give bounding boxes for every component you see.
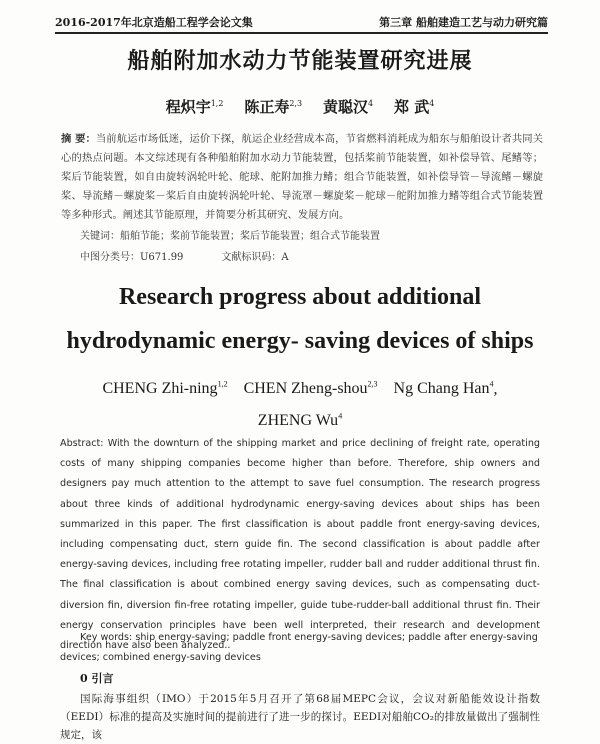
english-keywords <box>60 628 540 668</box>
english-authors: CHENG Zhi-ning$^{1,2}$ CHEN Zheng-shou$^{2,3}$ Ng Chang Han$^4$, ZHENG Wu$^4$ <box>102 380 498 429</box>
section-title: 引言 <box>91 672 114 685</box>
en-abstract-text: With the downturn of the shipping market and price declining of freight rate, operating costs of many shipping companies become higher than before. Therefore, ship owners and designers pay much attention to the attempt to save fuel consumption. The research progress about three kinds of additional hydrodynamic energy-saving devices about ships has been summarized in this paper. The first classification is about paddle front energy-saving devices, including compensating duct, stern guide fin. The second classification is about paddle after energy-saving devices, including free rotating impeller, rudder ball and rudder additional thrust fin. The final classification is about combined energy saving devices, such as compensating duct-diversion fin, diversion fin-free rotating impeller, guide tube-rudder-ball additional thrust fin. Their energy conservation principles have been well interpreted, their research and development direction have also been analyzed.. <box>60 438 540 652</box>
en-keywords-label: Key words: <box>80 632 133 643</box>
cn-abstract-text: 当前航运市场低迷，运价下探，航运企业经营成本高，节省燃料消耗成为船东与船舶设计者共同关心的热点问题。本文综述现有各种船舶附加水动力节能装置，包括桨前节能装置，如补偿导管、尾鳍等；桨后节能装置，如自由旋转涡轮叶轮、舵球、舵附加推力鳍；组合节能装置，如补偿导管－导流鳍－螺旋桨、导流鳍－螺旋桨－桨后自由旋转涡轮叶轮、导流罩－螺旋桨－舵球－舵附加推力鳍等组合式节能装置等多种形式。阐述其节能原理，并简要分析其研究、发展方向。 <box>61 133 543 221</box>
document-code: 文献标识码：A <box>221 252 289 263</box>
en-abstract-label: Abstract: <box>60 438 104 449</box>
header-left: 2016-2017年北京造船工程学会论文集 <box>55 16 253 29</box>
cn-keywords-text: 船舶节能；桨前节能装置；桨后节能装置；组合式节能装置 <box>120 231 380 242</box>
chinese-keywords <box>80 227 540 242</box>
cn-author-3: 黄聪汉$^4$ <box>322 98 374 116</box>
running-header <box>55 12 548 34</box>
cn-keywords-label: 关键词： <box>80 231 120 242</box>
header-right: 第三章 船舶建造工艺与动力研究篇 <box>379 16 548 29</box>
chinese-title: 船舶附加水动力节能装置研究进展 <box>127 48 473 74</box>
en-author-3: Ng Chang Han$^4$ <box>393 380 494 398</box>
en-author-4: ZHENG Wu$^4$ <box>257 411 343 429</box>
chinese-authors <box>0 96 600 117</box>
en-keywords-text: ship energy-saving; paddle front energy-saving devices; paddle after energy-saving <box>135 632 538 643</box>
clc-number: 中图分类号：U671.99 <box>80 252 184 263</box>
en-author-2: CHEN Zheng-shou$^{2,3}$ <box>243 380 378 398</box>
english-title-line-2: hydrodynamic energy- saving devices of ships <box>66 328 534 354</box>
intro-paragraph: 国际海事组织（IMO）于2015年5月召开了第68届MEPC会议，会议对新船能效设计指数（EEDI）标准的提高及实施时间的提前进行了进一步的探讨。EEDI对船舶CO₂的排放量做出了强制性规定，该 <box>60 693 540 741</box>
classification-line <box>80 248 540 263</box>
english-title-line-1: Research progress about additional <box>118 284 482 310</box>
cn-author-1: 程炽宇$^{1,2}$ <box>165 98 224 116</box>
section-number: 0 <box>80 672 88 685</box>
section-heading <box>80 670 114 686</box>
english-title <box>0 275 600 363</box>
cn-abstract-label: 摘 要： <box>61 133 96 145</box>
chinese-abstract <box>61 130 543 225</box>
cn-author-2: 陈正寿$^{2,3}$ <box>244 98 303 116</box>
cn-author-4: 郑 武$^4$ <box>393 98 435 116</box>
en-keywords-continued: devices; combined energy-saving devices <box>60 652 261 663</box>
english-abstract <box>60 434 540 656</box>
en-author-1: CHENG Zhi-ning$^{1,2}$ <box>102 380 228 398</box>
